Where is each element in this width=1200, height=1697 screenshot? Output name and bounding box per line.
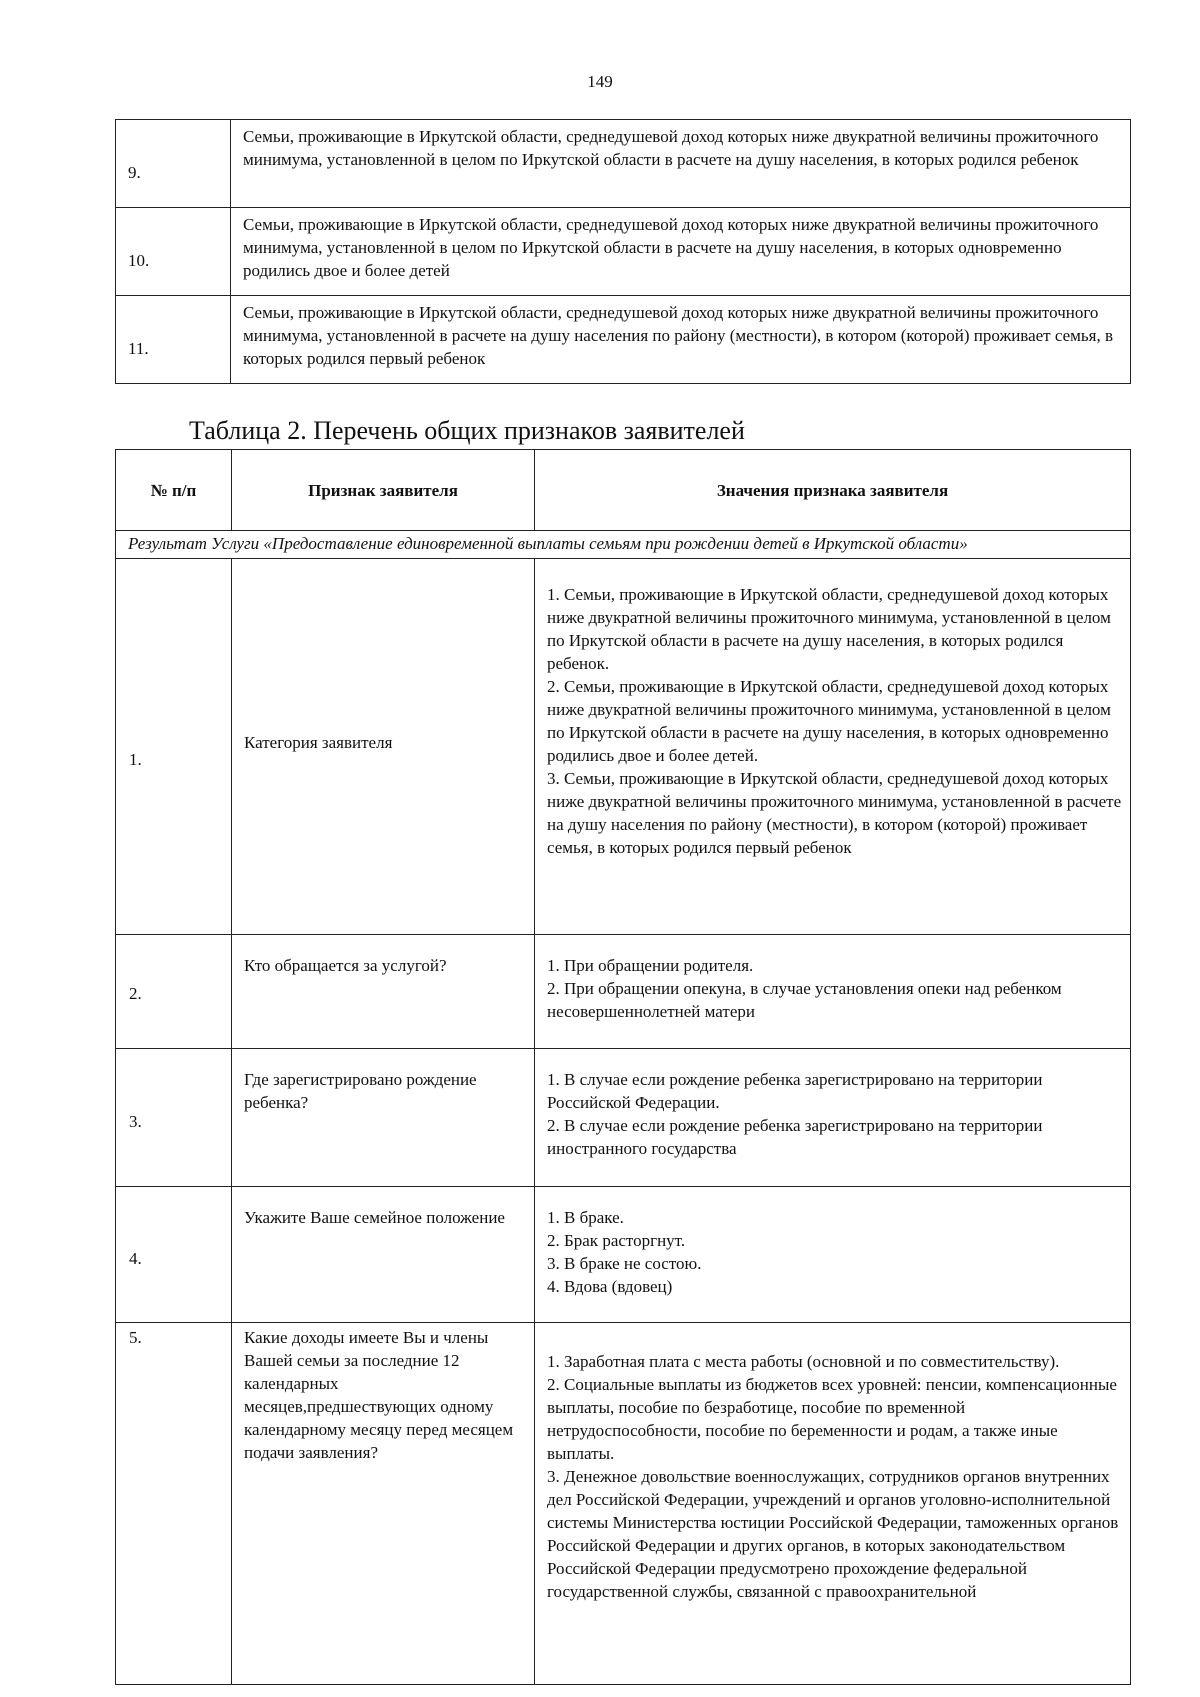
value-item: 1. При обращении родителя. xyxy=(547,956,754,975)
feature-cell: Какие доходы имеете Вы и члены Вашей семьи за последние 12 календарных месяцев,предшествующих одному календарному месяцу перед месяцем подачи заявления? xyxy=(232,1323,535,1685)
row-number: 3. xyxy=(116,1049,232,1187)
result-row xyxy=(116,531,1131,559)
values-cell xyxy=(535,559,1131,935)
feature-cell: Укажите Ваше семейное положение xyxy=(232,1187,535,1323)
feature-cell: Кто обращается за услугой? xyxy=(232,935,535,1049)
row-text: Семьи, проживающие в Иркутской области, среднедушевой доход которых ниже двукратной величины прожиточного минимума, установленной в целом по Иркутской области в расчете на душу населения, в которых одновременно родились двое и более детей xyxy=(231,208,1131,296)
row-number: 11. xyxy=(116,296,231,384)
page-number: 149 xyxy=(587,72,613,91)
feature-cell: Где зарегистрировано рождение ребенка? xyxy=(232,1049,535,1187)
row-number: 2. xyxy=(116,935,232,1049)
header-feature: Признак заявителя xyxy=(232,450,535,531)
table-row xyxy=(116,1187,1131,1323)
value-item: 1. В случае если рождение ребенка зарегистрировано на территории Российской Федерации. xyxy=(547,1070,1043,1112)
service-result: Результат Услуги «Предоставление единовременной выплаты семьям при рождении детей в Иркутской области» xyxy=(116,531,1131,559)
value-item: 3. Денежное довольствие военнослужащих, сотрудников органов внутренних дел Российской Федерации, учреждений и органов уголовно-исполнительной системы Министерства юстиции Российской Федерации, таможенных органов Российской Федерации и других органов, в которых законодательством Российской Федерации предусмотрено прохождение федеральной государственной службы, связанной с правоохранительной xyxy=(547,1467,1119,1601)
table-row xyxy=(116,1323,1131,1685)
row-number: 4. xyxy=(116,1187,232,1323)
value-item: 4. Вдова (вдовец) xyxy=(547,1277,673,1296)
value-item: 2. Брак расторгнут. xyxy=(547,1231,686,1250)
applicant-features-table xyxy=(115,449,1131,1685)
values-cell xyxy=(535,1187,1131,1323)
table-row xyxy=(116,296,1131,384)
table-row xyxy=(116,208,1131,296)
value-item: 3. В браке не состою. xyxy=(547,1254,702,1273)
table-row xyxy=(116,1049,1131,1187)
header-values: Значения признака заявителя xyxy=(535,450,1131,531)
value-item: 2. При обращении опекуна, в случае установления опеки над ребенком несовершеннолетней матери xyxy=(547,979,1062,1021)
row-text: Семьи, проживающие в Иркутской области, среднедушевой доход которых ниже двукратной величины прожиточного минимума, установленной в целом по Иркутской области в расчете на душу населения, в которых родился ребенок xyxy=(231,120,1131,208)
value-item: 2. Социальные выплаты из бюджетов всех уровней: пенсии, компенсационные выплаты, пособие по безработице, пособие по временной нетрудоспособности, пособие по беременности и родам, а также иные выплаты. xyxy=(547,1375,1117,1463)
row-number: 5. xyxy=(116,1323,232,1685)
values-cell xyxy=(535,1049,1131,1187)
values-cell xyxy=(535,1323,1131,1685)
header-number: № п/п xyxy=(116,450,232,531)
applicant-categories-table xyxy=(115,119,1131,384)
value-item: 1. В браке. xyxy=(547,1208,624,1227)
feature-cell: Категория заявителя xyxy=(232,559,535,935)
table-header-row xyxy=(116,450,1131,531)
row-number: 9. xyxy=(116,120,231,208)
value-item: 2. Семьи, проживающие в Иркутской области, среднедушевой доход которых ниже двукратной величины прожиточного минимума, установленной в целом по Иркутской области в расчете на душу населения, в которых одновременно родились двое и более детей. xyxy=(547,677,1111,765)
table-row xyxy=(116,559,1131,935)
row-text: Семьи, проживающие в Иркутской области, среднедушевой доход которых ниже двукратной величины прожиточного минимума, установленной в расчете на душу населения по району (местности), в котором (которой) проживает семья, в которых родился первый ребенок xyxy=(231,296,1131,384)
table-row xyxy=(116,120,1131,208)
value-item: 1. Заработная плата с места работы (основной и по совместительству). xyxy=(547,1352,1060,1371)
value-item: 2. В случае если рождение ребенка зарегистрировано на территории иностранного государства xyxy=(547,1116,1043,1158)
row-number: 10. xyxy=(116,208,231,296)
table-caption: Таблица 2. Перечень общих признаков заявителей xyxy=(189,416,745,445)
value-item: 1. Семьи, проживающие в Иркутской области, среднедушевой доход которых ниже двукратной величины прожиточного минимума, установленной в целом по Иркутской области в расчете на душу населения, в которых родился ребенок. xyxy=(547,585,1111,673)
value-item: 3. Семьи, проживающие в Иркутской области, среднедушевой доход которых ниже двукратной величины прожиточного минимума, установленной в расчете на душу населения по району (местности), в котором (которой) проживает семья, в которых родился первый ребенок xyxy=(547,769,1122,857)
values-cell xyxy=(535,935,1131,1049)
table-row xyxy=(116,935,1131,1049)
row-number: 1. xyxy=(116,559,232,935)
